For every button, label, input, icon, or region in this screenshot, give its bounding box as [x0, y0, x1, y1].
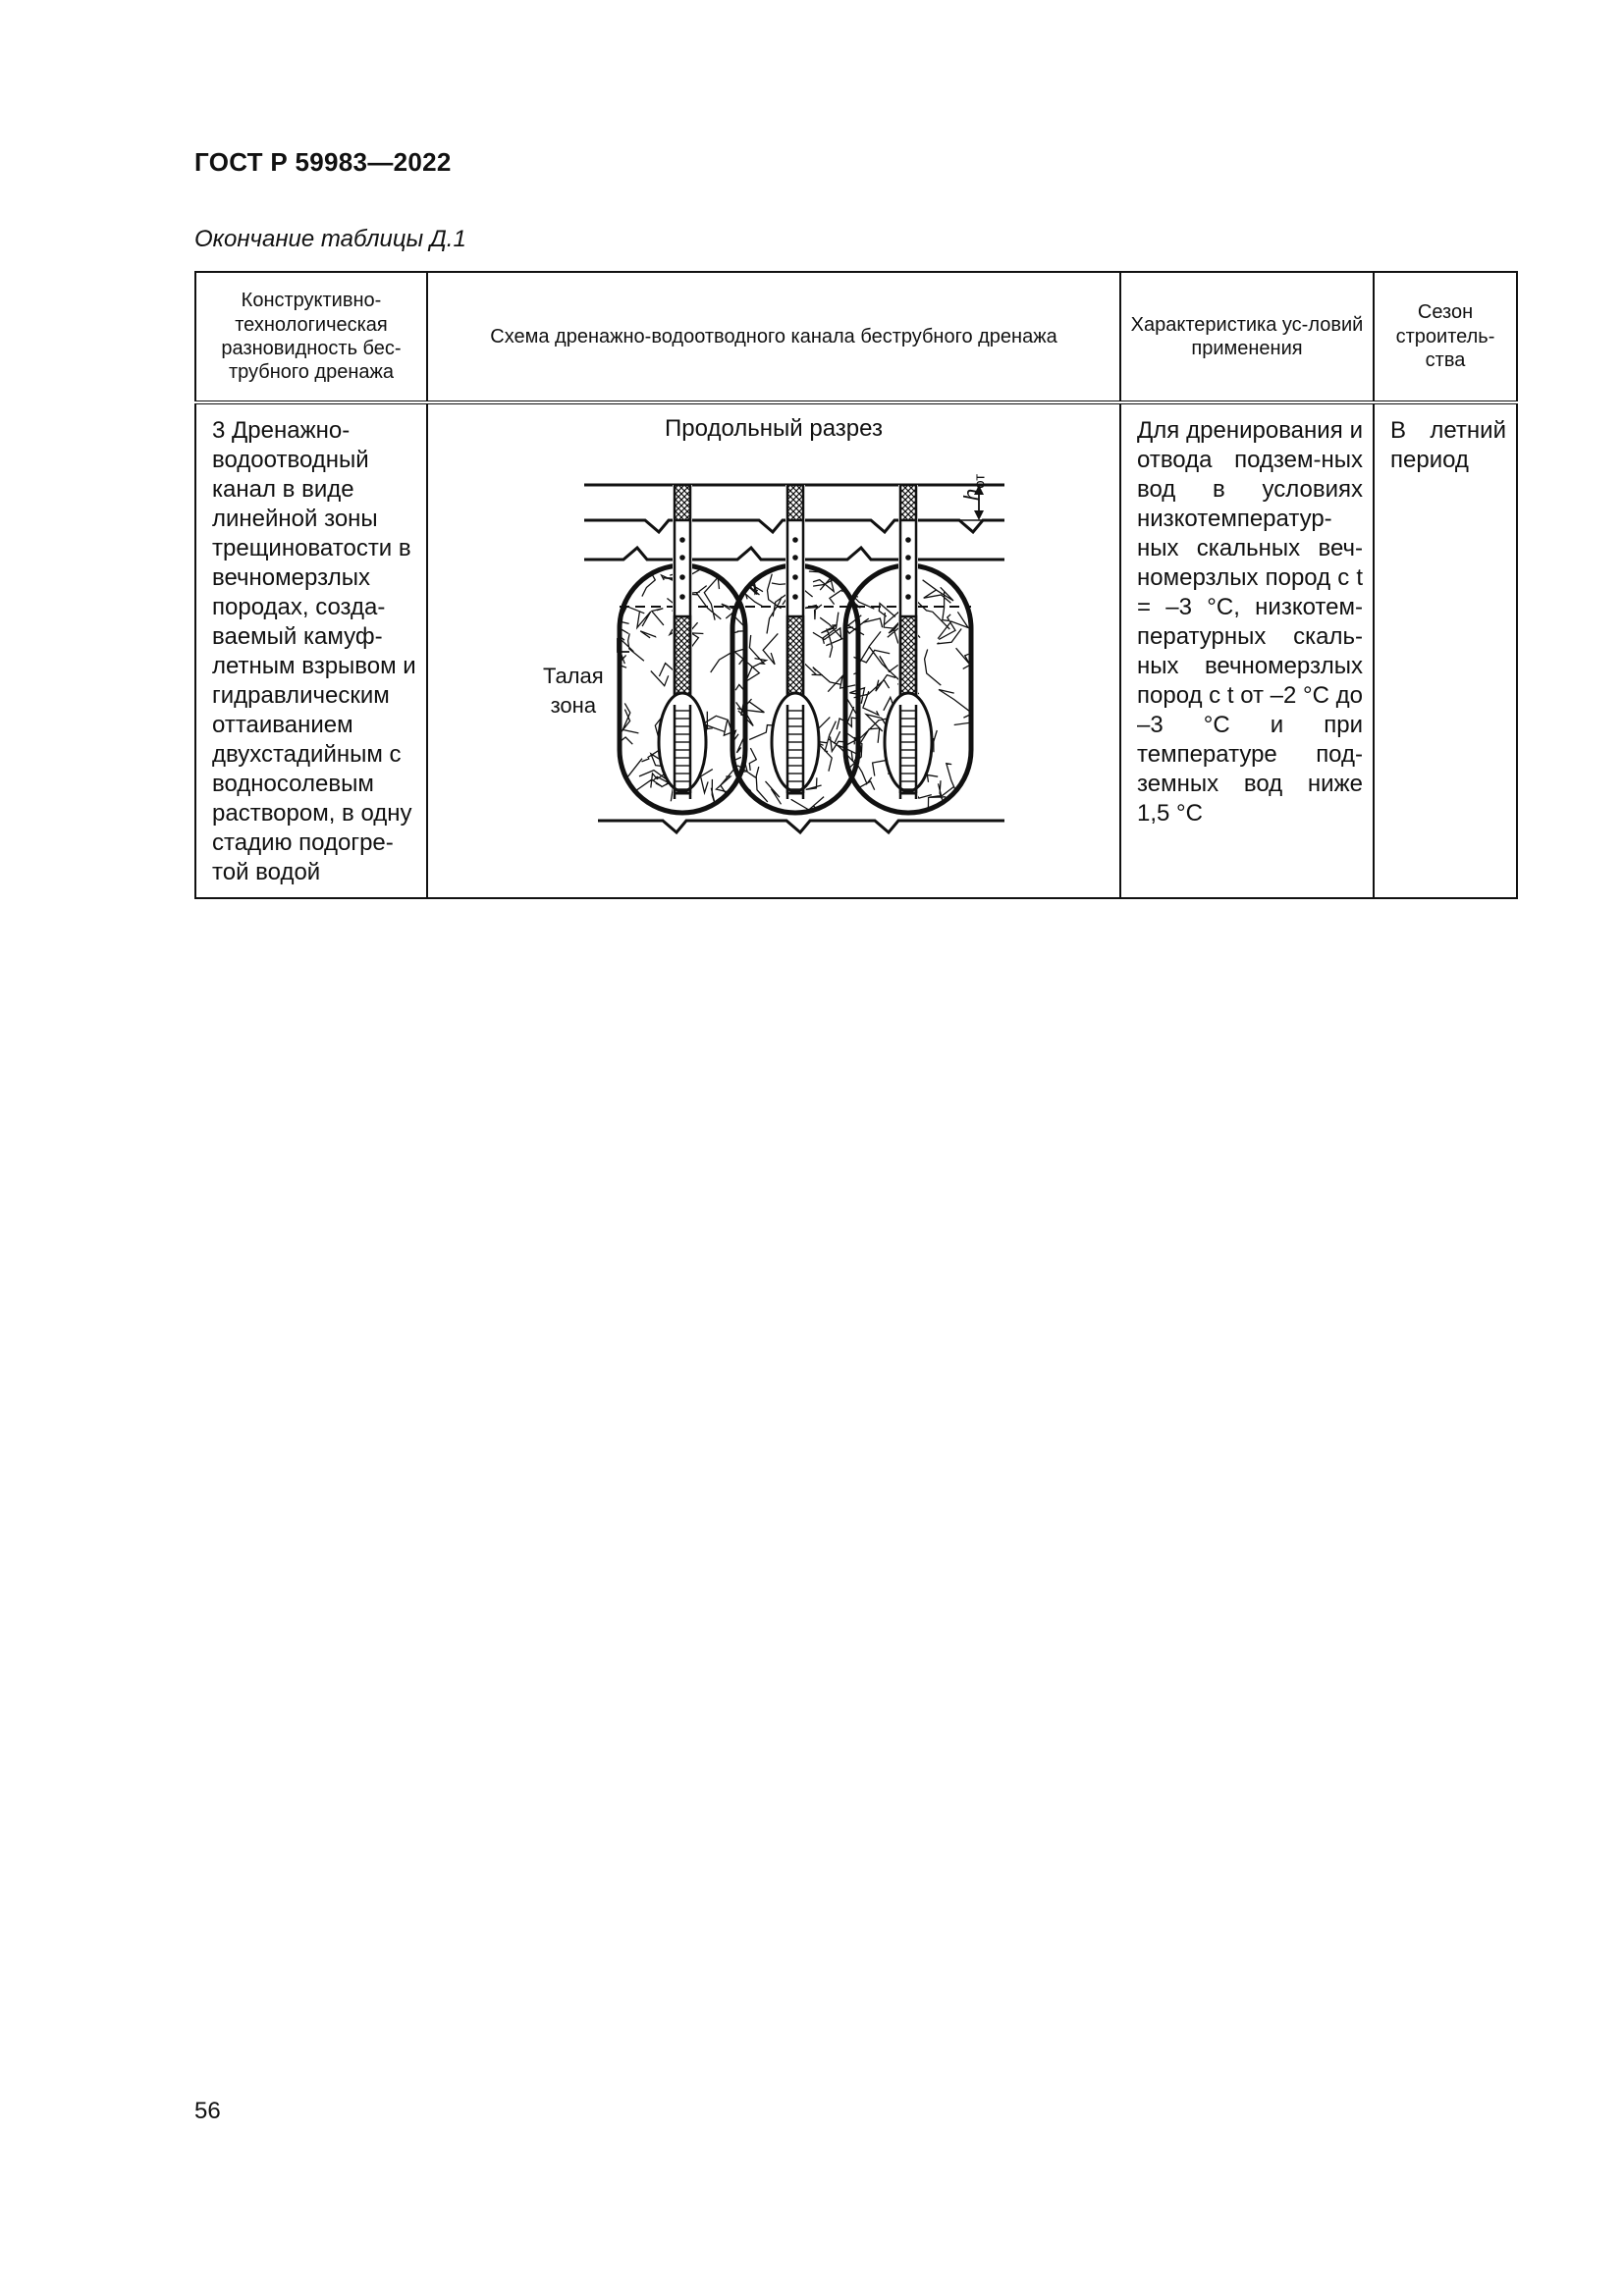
table-caption: Окончание таблицы Д.1 — [194, 226, 466, 252]
thawed-zone-label — [543, 662, 604, 721]
borehole-plug-2 — [787, 485, 803, 520]
charge-dot-2-3 — [792, 574, 798, 580]
cell-season: В летний период — [1374, 402, 1517, 898]
header-season: Сезон строитель-ства — [1374, 272, 1517, 402]
dimension-label — [957, 474, 995, 501]
table-row — [195, 402, 1517, 898]
dimension-subscript: от — [971, 473, 989, 489]
scheme-title: Продольный разрез — [665, 415, 883, 442]
drainage-scheme-diagram — [437, 450, 1110, 862]
thawed-zone-label-line2: зона — [550, 693, 597, 718]
charge-dot-2-1 — [792, 537, 798, 543]
charge-dot-1-4 — [679, 594, 685, 600]
page-number: 56 — [194, 2098, 221, 2124]
dimension-symbol: h — [959, 488, 984, 501]
cell-conditions: Для дренирования и отвода подзем-ных вод в условиях низкотемператур-ных скальных веч-номерзлых пород с t = –3 °С, низкотем-пературных скаль-ных вечномерзлых пород с t от –2 °С до –3 °С и при температуре под-земных вод ниже 1,5 °С — [1120, 402, 1374, 898]
drainage-table — [194, 271, 1518, 899]
cell-scheme — [427, 402, 1120, 898]
charge-dot-3-1 — [905, 537, 911, 543]
borehole-plug-3 — [900, 485, 916, 520]
charge-dot-1-1 — [679, 537, 685, 543]
charge-dot-3-4 — [905, 594, 911, 600]
header-scheme: Схема дренажно-водоотводного канала беструбного дренажа — [427, 272, 1120, 402]
charge-dot-3-2 — [905, 555, 911, 561]
thawed-zone-label-line1: Талая — [543, 664, 604, 688]
charge-dot-3-3 — [905, 574, 911, 580]
table-header-row — [195, 272, 1517, 402]
charge-dot-2-4 — [792, 594, 798, 600]
header-conditions: Характеристика ус-ловий применения — [1120, 272, 1374, 402]
charge-dot-1-2 — [679, 555, 685, 561]
borehole-plug-1 — [675, 485, 690, 520]
charge-dot-2-2 — [792, 555, 798, 561]
charge-dot-1-3 — [679, 574, 685, 580]
break-line-bottom — [598, 821, 1004, 832]
cell-type: 3 Дренажно-водоотводный канал в виде линейной зоны трещиноватости в вечномерзлых породах, созда-ваемый камуф-летным взрывом и гидравлическим оттаиванием двухстадийным с водносолевым раствором, в одну стадию подогре-той водой — [195, 402, 427, 898]
document-header: ГОСТ Р 59983—2022 — [194, 147, 452, 177]
header-type: Конструктивно-технологическая разновидность бес-трубного дренажа — [195, 272, 427, 402]
scheme-drawing — [437, 450, 1110, 862]
